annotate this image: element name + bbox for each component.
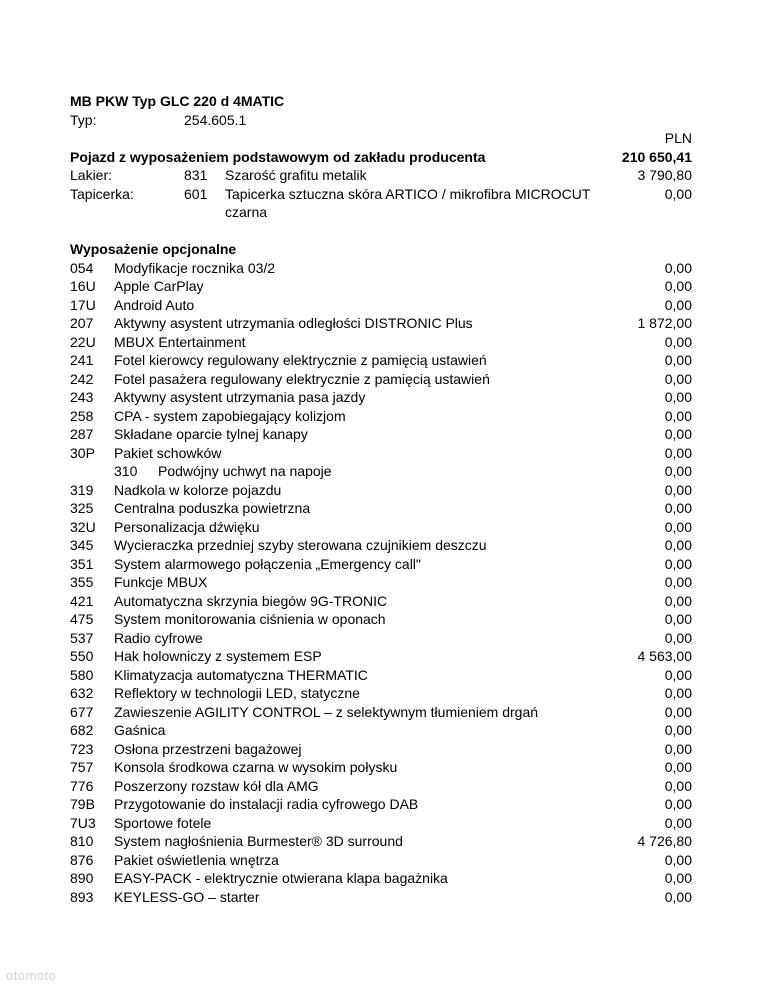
option-row	[70, 869, 692, 888]
option-price: 4 563,00	[637, 648, 692, 664]
option-row	[70, 795, 692, 814]
option-code: 351	[70, 555, 94, 572]
option-price: 0,00	[664, 518, 692, 535]
option-code: 22U	[70, 333, 96, 350]
option-price: 0,00	[664, 629, 692, 646]
upholstery-label: Tapicerka:	[70, 185, 134, 202]
option-price: 0,00	[664, 703, 692, 720]
options-heading: Wyposażenie opcjonalne	[70, 241, 237, 257]
option-price: 0,00	[664, 666, 692, 683]
option-description: EASY-PACK - elektrycznie otwierana klapa bagażnika	[114, 870, 448, 886]
option-description: CPA - system zapobiegający kolizjom	[114, 407, 346, 424]
type-value: 254.605.1	[184, 111, 247, 128]
option-description: Android Auto	[114, 296, 195, 313]
option-code: 32U	[70, 518, 96, 535]
option-row	[70, 444, 692, 463]
option-row	[70, 647, 692, 666]
option-description: Klimatyzacja automatyczna THERMATIC	[114, 666, 368, 683]
option-description: System nagłośnienia Burmester® 3D surround	[114, 833, 403, 849]
option-price: 0,00	[664, 426, 692, 442]
option-row	[70, 684, 692, 703]
option-price: 0,00	[664, 296, 692, 313]
option-row	[70, 333, 692, 352]
option-code: 723	[70, 740, 94, 757]
options-list	[70, 259, 692, 907]
type-row	[70, 111, 692, 130]
option-code: 241	[70, 352, 94, 368]
options-heading-row	[70, 240, 692, 259]
option-description: Konsola środkowa czarna w wysokim połysku	[114, 759, 398, 775]
option-price: 0,00	[664, 407, 692, 424]
option-row	[70, 629, 692, 648]
option-row	[70, 814, 692, 833]
option-price: 0,00	[664, 574, 692, 590]
option-code: 475	[70, 611, 94, 627]
upholstery-row	[70, 185, 692, 222]
option-description: Osłona przestrzeni bagażowej	[114, 740, 302, 757]
option-description: Pakiet oświetlenia wnętrza	[114, 851, 279, 868]
option-row	[70, 888, 692, 907]
option-code: 580	[70, 666, 94, 683]
option-row	[70, 758, 692, 777]
option-description: Hak holowniczy z systemem ESP	[114, 648, 322, 664]
option-row	[70, 259, 692, 278]
type-label: Typ:	[70, 111, 97, 128]
option-row	[70, 666, 692, 685]
option-price: 0,00	[664, 814, 692, 831]
option-description: Podwójny uchwyt na napoje	[158, 463, 332, 479]
option-description: Zawieszenie AGILITY CONTROL – z selektywnym tłumieniem drgań	[114, 703, 539, 720]
option-description: Wycieraczka przedniej szyby sterowana czujnikiem deszczu	[114, 537, 487, 553]
option-row	[70, 314, 692, 333]
option-code: 242	[70, 370, 94, 387]
option-row	[70, 777, 692, 796]
option-code: 537	[70, 629, 94, 646]
option-code: 310	[114, 463, 138, 479]
option-price: 0,00	[664, 352, 692, 368]
option-description: Automatyczna skrzynia biegów 9G-TRONIC	[114, 592, 388, 609]
option-code: 79B	[70, 796, 95, 812]
option-row	[70, 351, 692, 370]
option-code: 207	[70, 315, 94, 331]
option-row	[70, 277, 692, 296]
option-description: Składane oparcie tylnej kanapy	[114, 426, 308, 442]
option-description: System monitorowania ciśnienia w oponach	[114, 611, 386, 627]
option-code: 682	[70, 722, 94, 738]
base-vehicle-label: Pojazd z wyposażeniem podstawowym od zakładu producenta	[70, 148, 486, 165]
option-price: 0,00	[664, 481, 692, 498]
upholstery-code: 601	[184, 185, 208, 202]
option-code: 893	[70, 888, 94, 905]
option-description: Apple CarPlay	[114, 278, 204, 294]
option-code: 355	[70, 574, 94, 590]
option-price: 0,00	[664, 259, 692, 276]
option-price: 0,00	[664, 444, 692, 461]
option-description: Fotel pasażera regulowany elektrycznie z pamięcią ustawień	[114, 370, 490, 387]
option-row	[70, 518, 692, 537]
currency-label: PLN	[664, 130, 692, 146]
upholstery-price: 0,00	[664, 185, 692, 202]
option-price: 0,00	[664, 537, 692, 553]
option-price: 0,00	[664, 555, 692, 572]
option-row	[70, 832, 692, 851]
watermark: otomoto	[6, 968, 57, 983]
option-code: 890	[70, 870, 94, 886]
option-price: 0,00	[664, 592, 692, 609]
option-row	[70, 703, 692, 722]
option-code: 7U3	[70, 814, 96, 831]
option-code: 776	[70, 777, 94, 794]
option-code: 345	[70, 537, 94, 553]
option-code: 258	[70, 407, 94, 424]
option-price: 0,00	[664, 722, 692, 738]
option-price: 0,00	[664, 870, 692, 886]
base-vehicle-row	[70, 148, 692, 167]
option-row	[70, 555, 692, 574]
option-row	[70, 851, 692, 870]
option-description: System alarmowego połączenia „Emergency call"	[114, 555, 421, 572]
option-price: 0,00	[664, 777, 692, 794]
option-code: 810	[70, 833, 94, 849]
paint-code: 831	[184, 167, 208, 183]
option-description: Personalizacja dźwięku	[114, 518, 260, 535]
option-row	[70, 407, 692, 426]
option-price: 0,00	[664, 500, 692, 516]
option-row	[70, 721, 692, 740]
option-price: 0,00	[664, 685, 692, 701]
option-price: 0,00	[664, 389, 692, 405]
option-price: 1 872,00	[637, 315, 692, 331]
option-code: 677	[70, 703, 94, 720]
option-code: 054	[70, 259, 94, 276]
option-price: 0,00	[664, 851, 692, 868]
option-code: 550	[70, 648, 94, 664]
option-code: 757	[70, 759, 94, 775]
option-code: 325	[70, 500, 94, 516]
option-description: Poszerzony rozstaw kół dla AMG	[114, 777, 319, 794]
model-title: MB PKW Typ GLC 220 d 4MATIC	[70, 93, 285, 109]
option-price: 0,00	[664, 278, 692, 294]
option-description: Sportowe fotele	[114, 814, 212, 831]
option-description: Gaśnica	[114, 722, 166, 738]
option-price: 0,00	[664, 463, 692, 479]
upholstery-description: Tapicerka sztuczna skóra ARTICO / mikrofibra MICROCUT czarna	[225, 185, 591, 220]
option-code: 17U	[70, 296, 96, 313]
model-title-row	[70, 92, 692, 111]
option-row	[70, 536, 692, 555]
option-code: 632	[70, 685, 94, 701]
option-description: Fotel kierowcy regulowany elektrycznie z pamięcią ustawień	[114, 352, 487, 368]
option-code: 243	[70, 389, 94, 405]
option-description: Modyfikacje rocznika 03/2	[114, 259, 276, 276]
option-row	[70, 370, 692, 389]
paint-description: Szarość grafitu metalik	[225, 167, 367, 183]
option-price: 0,00	[664, 611, 692, 627]
option-row	[70, 388, 692, 407]
option-description: Aktywny asystent utrzymania pasa jazdy	[114, 389, 366, 405]
paint-row	[70, 166, 692, 185]
option-row	[70, 462, 692, 481]
base-vehicle-price: 210 650,41	[621, 148, 692, 165]
option-row	[70, 573, 692, 592]
price-list-document	[70, 92, 692, 906]
option-price: 0,00	[664, 370, 692, 387]
option-code: 30P	[70, 444, 95, 461]
section-spacer	[70, 222, 692, 241]
option-row	[70, 592, 692, 611]
option-description: Aktywny asystent utrzymania odległości DISTRONIC Plus	[114, 315, 473, 331]
option-row	[70, 425, 692, 444]
option-row	[70, 499, 692, 518]
paint-price: 3 790,80	[637, 167, 692, 183]
option-code: 319	[70, 481, 94, 498]
option-price: 0,00	[664, 740, 692, 757]
option-price: 0,00	[664, 333, 692, 350]
option-price: 0,00	[664, 796, 692, 812]
option-code: 876	[70, 851, 94, 868]
option-price: 0,00	[664, 759, 692, 775]
option-code: 287	[70, 426, 94, 442]
option-description: Funkcje MBUX	[114, 574, 208, 590]
option-description: Pakiet schowków	[114, 444, 222, 461]
option-description: Przygotowanie do instalacji radia cyfrowego DAB	[114, 796, 419, 812]
option-description: KEYLESS-GO – starter	[114, 888, 260, 905]
option-description: Radio cyfrowe	[114, 629, 203, 646]
option-row	[70, 481, 692, 500]
option-row	[70, 296, 692, 315]
option-row	[70, 610, 692, 629]
option-description: Nadkola w kolorze pojazdu	[114, 481, 282, 498]
option-code: 421	[70, 592, 94, 609]
option-code: 16U	[70, 278, 96, 294]
currency-row	[70, 129, 692, 148]
option-row	[70, 740, 692, 759]
option-description: Reflektory w technologii LED, statyczne	[114, 685, 360, 701]
paint-label: Lakier:	[70, 167, 113, 183]
option-price: 4 726,80	[637, 833, 692, 849]
option-description: MBUX Entertainment	[114, 333, 246, 350]
option-price: 0,00	[664, 888, 692, 905]
option-description: Centralna poduszka powietrzna	[114, 500, 311, 516]
